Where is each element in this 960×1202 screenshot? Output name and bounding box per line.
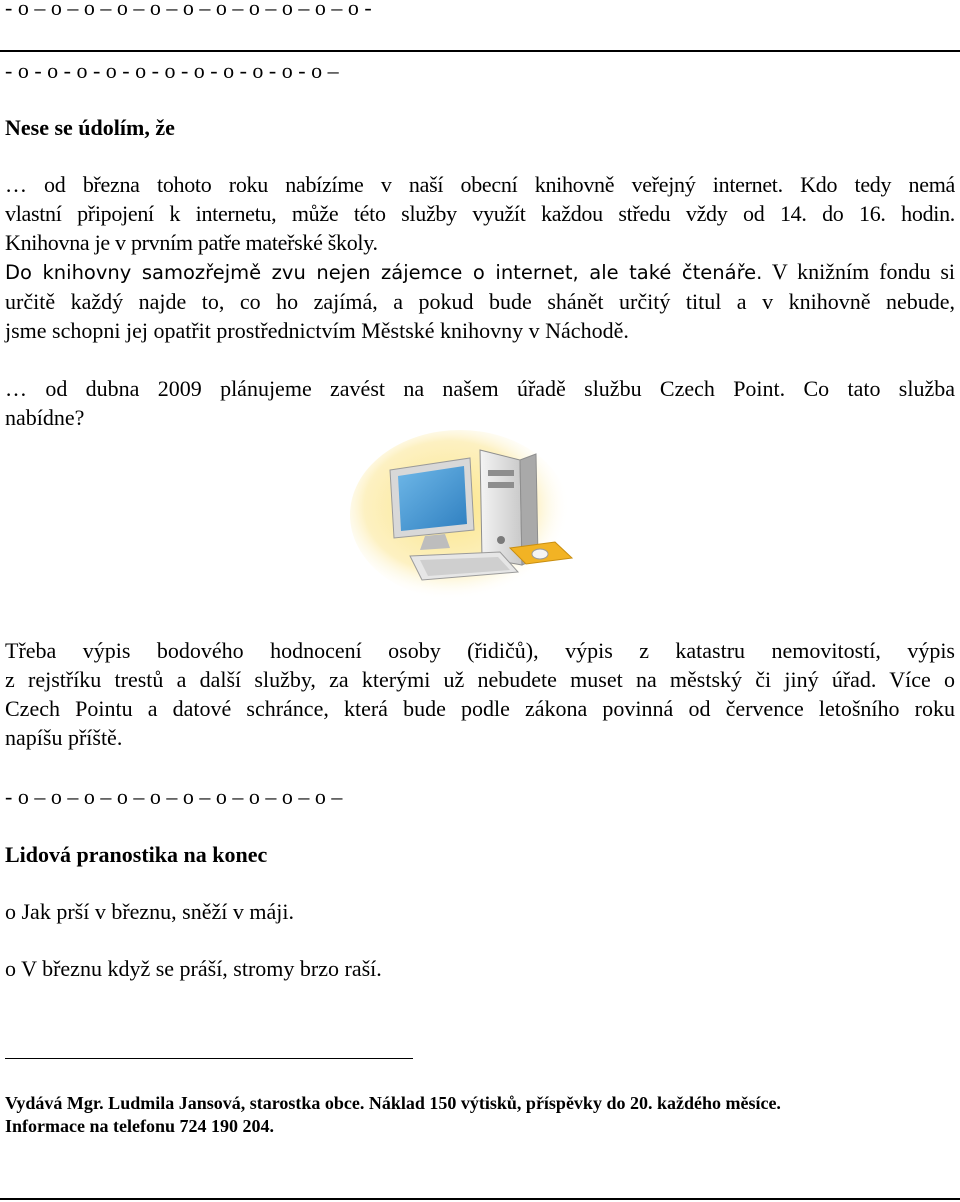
- paragraph-line: vlastní připojení k internetu, může této služby využít každou středu vždy od 14. do 16. hodin.: [5, 201, 955, 226]
- header-rule: [0, 50, 960, 52]
- paragraph-services: [5, 636, 955, 752]
- paragraph-library-cont: [5, 287, 955, 345]
- saying-item: o V březnu když se práší, stromy brzo raší.: [5, 956, 382, 981]
- paragraph-line: … od dubna 2009 plánujeme zavést na našem úřadě službu Czech Point. Co tato služba: [5, 376, 955, 401]
- paragraph-czech-point: [5, 374, 955, 432]
- computer-icon: [350, 430, 590, 610]
- paragraph-segment: Do knihovny samozřejmě zvu nejen zájemce o internet, ale také čtenáře.: [5, 261, 763, 284]
- paragraph-line: určitě každý najde to, co ho zajímá, a pokud bude shánět určitý titul a v knihovně nebude,: [5, 289, 955, 314]
- paragraph-internet: [5, 170, 955, 257]
- header-dash-line-2: - o - o - o - o - o - o - o - o - o - o - o –: [5, 58, 339, 83]
- section-heading: Lidová pranostika na konec: [5, 842, 268, 867]
- paragraph-library: [5, 257, 955, 287]
- saying-item: o Jak prší v březnu, sněží v máji.: [5, 899, 294, 924]
- paragraph-line: napíšu příště.: [5, 725, 123, 750]
- paragraph-line: Knihovna je v prvním patře mateřské školy.: [5, 230, 378, 255]
- header-dash-line: - o – o – o – o – o – o – o – o – o – o – o -: [5, 0, 372, 20]
- separator-dash-line: - o – o – o – o – o – o – o – o – o – o –: [5, 784, 343, 809]
- computer-illustration: [350, 430, 590, 610]
- contact-line: Informace na telefonu 724 190 204.: [5, 1116, 274, 1136]
- paragraph-line: nabídne?: [5, 405, 85, 430]
- paragraph-line: z rejstříku trestů a další služby, za kterými už nebudete muset na městský či jiný úřad. Více o: [5, 667, 955, 692]
- paragraph-line: Třeba výpis bodového hodnocení osoby (řidičů), výpis z katastru nemovitostí, výpis: [5, 638, 955, 663]
- bottom-rule: [0, 1198, 960, 1200]
- article-heading: Nese se údolím, že: [5, 115, 175, 140]
- paragraph-line: [5, 257, 955, 287]
- publisher-line: Vydává Mgr. Ludmila Jansová, starostka obce. Náklad 150 výtisků, příspěvky do 20. každého měsíce.: [5, 1093, 781, 1113]
- footer-short-rule: [5, 1058, 413, 1059]
- paragraph-segment: V knižním fondu si: [762, 259, 955, 284]
- paragraph-line: jsme schopni jej opatřit prostřednictvím Městské knihovny v Náchodě.: [5, 318, 629, 343]
- paragraph-line: … od března tohoto roku nabízíme v naší obecní knihovně veřejný internet. Kdo tedy nemá: [5, 172, 955, 197]
- paragraph-line: Czech Pointu a datové schránce, která bude podle zákona povinná od července letošního roku: [5, 696, 955, 721]
